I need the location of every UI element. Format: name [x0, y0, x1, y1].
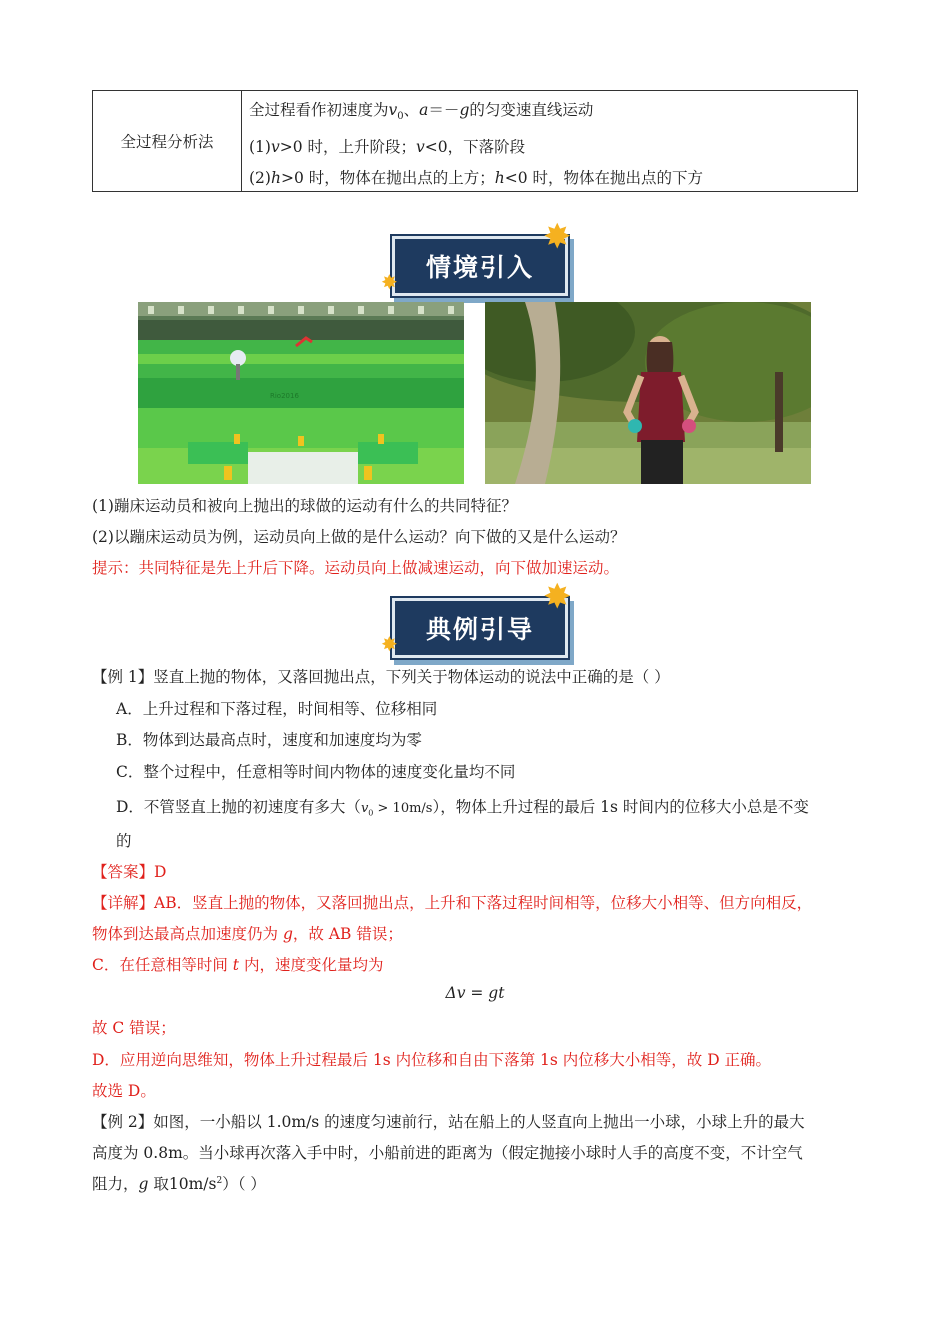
formula-dv: Δv = gt: [445, 984, 505, 1002]
example1-option-d-wrap: 的: [116, 832, 132, 850]
trampoline-illustration: [138, 302, 464, 484]
row3-h2: h: [494, 169, 505, 188]
line3-g: g: [138, 1175, 149, 1193]
hint-text: 提示：共同特征是先上升后下降。运动员向上做减速运动，向下做加速运动。: [92, 559, 620, 577]
row2-v2: v: [416, 138, 425, 157]
example2-line-1: 【例 2】如图，一小船以 1.0m/s 的速度匀速前行，站在船上的人竖直向上抛出一小球，小球上升的最大: [92, 1113, 805, 1131]
row3-text-b: >0 时，物体在抛出点的上方；: [280, 169, 495, 188]
example1-option-b: B．物体到达最高点时，速度和加速度均为零: [116, 731, 422, 749]
star-icon: ✸: [543, 217, 572, 257]
row1-text-a: 全过程看作初速度为: [249, 101, 389, 119]
example2-line-2: 高度为 0.8m。当小球再次落入手中时，小船前进的距离为（假定抛接小球时人手的高度不变，不计空气: [92, 1144, 803, 1162]
table-left-cell: [93, 91, 242, 191]
analysis-table: [92, 90, 858, 192]
juggler-photo: [485, 302, 811, 484]
row1-text-b: 、: [403, 101, 420, 119]
table-row-3: [249, 163, 849, 194]
row1-text-c: ＝－: [428, 101, 460, 119]
example2-line-3: [92, 1172, 266, 1194]
row2-text-b: >0 时，上升阶段；: [279, 138, 417, 157]
detail2-text-a: 物体到达最高点加速度仍为: [92, 925, 283, 943]
detail2-g: g: [282, 925, 293, 943]
example1-detail-2: [92, 922, 403, 944]
row3-h1: h: [270, 169, 281, 188]
line3-text-c: ）（ ）: [222, 1175, 266, 1193]
detail3-text-b: 内，速度变化量均为: [239, 956, 384, 974]
table-right-cell: [249, 95, 849, 194]
table-row-1: [249, 95, 849, 132]
row1-v0: v: [388, 101, 398, 119]
option-d-sub: 0: [368, 808, 374, 818]
table-row-2: [249, 132, 849, 163]
section-banner-examples: [392, 598, 568, 658]
question-1: (1)蹦床运动员和被向上抛出的球做的运动有什么的共同特征？: [92, 497, 517, 515]
row1-a: a: [419, 101, 429, 119]
detail2-text-b: ，故 AB 错误；: [292, 925, 403, 943]
example1-stem: 【例 1】竖直上抛的物体，又落回抛出点，下列关于物体运动的说法中正确的是（ ）: [92, 668, 670, 686]
line3-value: 10m/s: [168, 1175, 217, 1193]
star-icon: ✸: [381, 632, 398, 656]
example1-detail-1: 【详解】AB．竖直上抛的物体，又落回抛出点，上升和下落过程时间相等，位移大小相等、但方向相反，: [92, 894, 813, 912]
row2-text-a: (1): [249, 138, 271, 157]
question-2: (2)以蹦床运动员为例，运动员向上做的是什么运动？向下做的又是什么运动？: [92, 528, 626, 546]
detail3-text-a: C．在任意相等时间: [92, 956, 233, 974]
line3-text-b: 取: [148, 1175, 169, 1193]
example1-detail-3: [92, 953, 383, 975]
example1-answer: 【答案】D: [92, 863, 167, 881]
star-icon: ✸: [543, 577, 572, 617]
row2-text-c: <0，下落阶段: [424, 138, 526, 157]
section-banner-situation: [392, 236, 568, 296]
example1-option-c: C．整个过程中，任意相等时间内物体的速度变化量均不同: [116, 763, 516, 781]
option-d-rest: > 10m/s: [373, 801, 433, 816]
example1-detail-6: 故选 D。: [92, 1082, 156, 1100]
banner-situation-label: 情境引入: [425, 253, 534, 282]
option-d-text-pre: D．不管竖直上抛的初速度有多大（: [116, 798, 361, 816]
example1-detail-5: D．应用逆向思维知，物体上升过程最后 1s 内位移和自由下落第 1s 内位移大小相等，故 D 正确。: [92, 1051, 772, 1069]
detail3-t: t: [232, 956, 240, 974]
line3-text-a: 阻力，: [92, 1175, 139, 1193]
method-label: 全过程分析法: [120, 133, 214, 151]
rio-logo-text: Rio2016: [270, 392, 299, 400]
row1-g: g: [459, 101, 470, 119]
option-d-v: v: [360, 801, 369, 816]
example1-option-a: A．上升过程和下落过程，时间相等、位移相同: [116, 700, 438, 718]
option-d-text-post: ），物体上升过程的最后 1s 时间内的位移大小总是不变: [432, 798, 809, 816]
banner-examples-label: 典例引导: [425, 615, 534, 644]
row2-v1: v: [270, 138, 280, 157]
row3-text-a: (2): [249, 169, 271, 188]
line3-sup: 2: [216, 1175, 223, 1186]
example1-option-d: [116, 795, 809, 818]
row1-sub0: 0: [397, 111, 404, 123]
star-icon: ✸: [381, 270, 398, 294]
juggler-illustration: [485, 302, 811, 484]
example1-detail-4: 故 C 错误；: [92, 1019, 176, 1037]
row1-text-d: 的匀变速直线运动: [469, 101, 594, 119]
trampoline-photo: [138, 302, 464, 484]
row3-text-c: <0 时，物体在抛出点的下方: [504, 169, 703, 188]
